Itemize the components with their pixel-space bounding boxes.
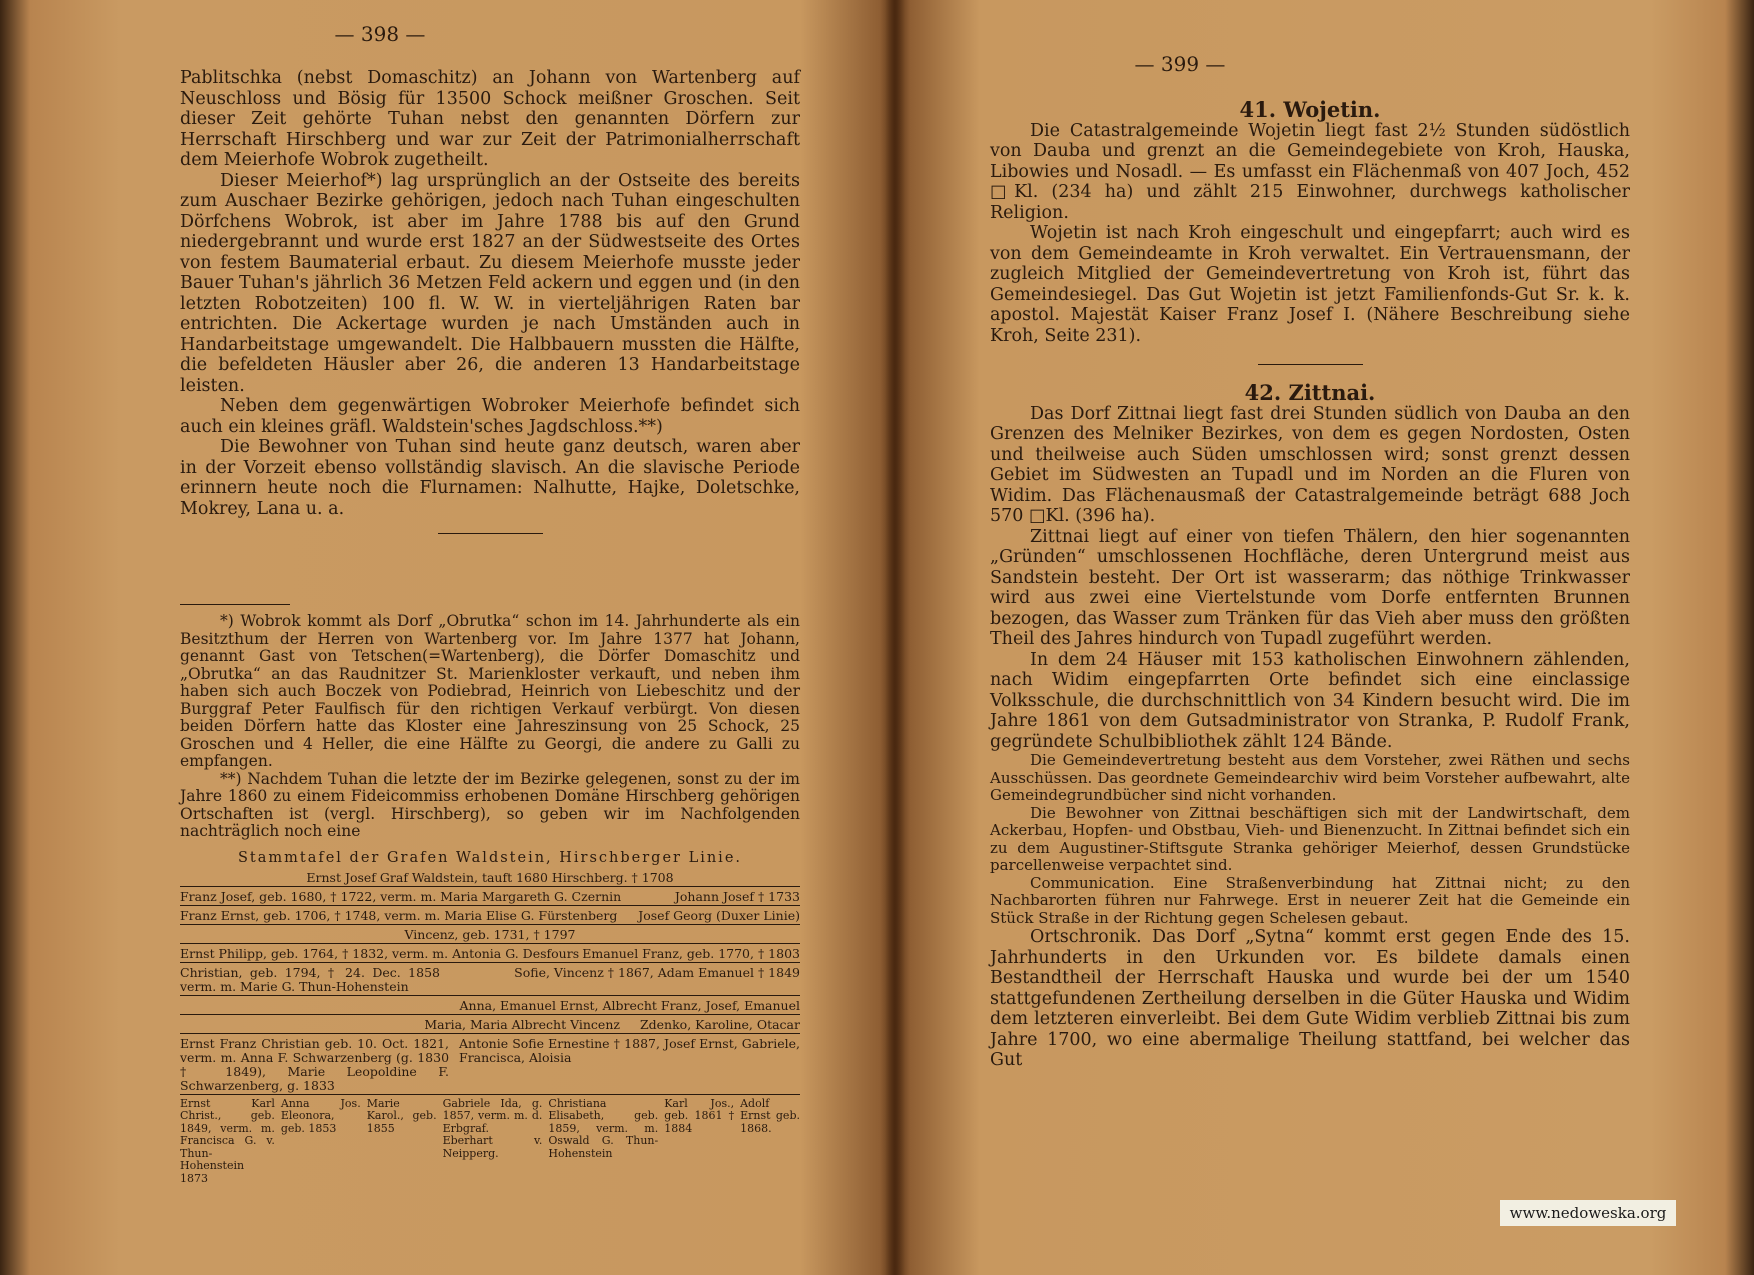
tree-entry: Franz Ernst, geb. 1706, † 1748, verm. m. Maria Elise G. Fürstenberg: [180, 907, 618, 923]
tree-row: [180, 928, 800, 944]
paragraph: Pablitschka (nebst Domaschitz) an Johann von Wartenberg auf Neuschloss und Bösig für 13500 Schock meißner Groschen. Seit dieser Zeit gehörte Tuhan nebst den genannten Dörfern zur Herrschaft Hirschberg und war zur Zeit der Patrimonialherrschaft dem Meierhofe Wobrok zugetheilt.: [180, 68, 800, 170]
paragraph: In dem 24 Häuser mit 153 katholischen Einwohnern zählenden, nach Widim eingepfarrten Orte befindet sich eine einclassige Volksschule, die durchschnittlich von 34 Kindern besucht wird. Die im Jahre 1861 von dem Gutsadministrator von Stranka, P. Rudolf Frank, gegründete Schulbibliothek zählt 124 Bände.: [990, 649, 1630, 752]
tree-entry: Ernst Philipp, geb. 1764, † 1832, verm. m. Antonia G. Desfours: [180, 945, 580, 961]
tree-entry: Christian, geb. 1794, † 24. Dec. 1858 verm. m. Marie G. Thun-Hohenstein: [180, 964, 440, 994]
paragraph: Communication. Eine Straßenverbindung hat Zittnai nicht; zu den Nachbarorten führen nur Fahrwege. Erst in neuerer Zeit hat die Gemeinde ein Stück Straße in der Richtung gegen Schelesen gebaut.: [990, 873, 1630, 927]
tree-entry: Gabriele Ida, g. 1857, verm. m. d. Erbgraf. Eberhart v. Neipperg.: [442, 1096, 543, 1160]
tree-row: [180, 1098, 800, 1187]
paragraph: Das Dorf Zittnai liegt fast drei Stunden südlich von Dauba an den Grenzen des Melniker Bezirkes, von dem es gegen Nordosten, Osten und theilweise auch Süden umschlossen wird; sonst grenzt dessen Gebiet im Südwesten an Tupadl und im Norden an die Fluren von Widim. Das Flächenausmaß der Catastralgemeinde beträgt 688 Joch 570 □Kl. (396 ha).: [990, 403, 1630, 526]
page-number-right: — 399 —: [1134, 52, 1226, 76]
tree-row: [180, 890, 800, 906]
watermark-label: www.nedoweska.org: [1500, 1200, 1676, 1226]
tree-entry: Ernst Franz Christian geb. 10. Oct. 1821, verm. m. Anna F. Schwarzenberg (g. 1830 † 1849), Marie Leopoldine F. Schwarzenberg, g. 1833: [180, 1035, 450, 1093]
tree-row: [180, 1018, 800, 1034]
tree-entry: Anna, Emanuel Ernst, Albrecht Franz, Josef, Emanuel: [459, 997, 800, 1013]
section-heading: 41. Wojetin.: [1239, 97, 1381, 122]
paragraph: Neben dem gegenwärtigen Wobroker Meierhofe befindet sich auch ein kleines gräfl. Waldstein'sches Jagdschloss.**): [180, 396, 800, 437]
paragraph: Ortschronik. Das Dorf „Sytna“ kommt erst gegen Ende des 15. Jahrhunderts in den Urkunden vor. Es bildete damals einen Bestandtheil der Herrschaft Hauska und wurde bei der um 1540 stattgefundenen Zertheilung derselben in die Güter Hauska und Widim dem letzteren einverleibt. Bei dem Gute Widim verblieb Zittnai bis zum Jahre 1700, wo eine abermalige Theilung stattfand, bei welcher das Gut: [990, 927, 1630, 1070]
paragraph: Die Bewohner von Tuhan sind heute ganz deutsch, waren aber in der Vorzeit ebenso vollständig slavisch. An die slavische Periode erinnern heute noch die Flurnamen: Nalhutte, Hajke, Doletschke, Mokrey, Lana u. a.: [180, 437, 800, 519]
tree-row: [180, 871, 800, 887]
left-page: [150, 0, 830, 1275]
tree-row: [180, 947, 800, 963]
tree-title: Stammtafel der Grafen Waldstein, Hirschberger Linie.: [237, 849, 743, 866]
tree-row: [180, 1037, 800, 1095]
section-divider: [438, 533, 543, 534]
right-page: [990, 0, 1630, 1275]
tree-entry: Sofie, Vincenz † 1867, Adam Emanuel † 1849: [514, 964, 800, 980]
tree-row: [180, 966, 800, 996]
paragraph: Die Catastralgemeinde Wojetin liegt fast 2½ Stunden südöstlich von Dauba und grenzt an die Gemeindegebiete von Kroh, Hauska, Libowies und Nosadl. — Es umfasst ein Flächenmaß von 407 Joch, 452 □Kl. (234 ha) und zählt 215 Einwohner, durchwegs katholischer Religion.: [990, 120, 1630, 223]
tree-entry: Emanuel Franz, geb. 1770, † 1803: [582, 945, 800, 961]
tree-entry: Karl Jos., geb. 1861 † 1884: [664, 1096, 735, 1135]
tree-row: [180, 999, 800, 1015]
paragraph: Wojetin ist nach Kroh eingeschult und eingepfarrt; auch wird es von dem Gemeindeamte in Kroh verwaltet. Ein Vertrauensmann, der zugleich Mitglied der Gemeindevertretung von Kroh ist, führt das Gemeindesiegel. Das Gut Wojetin ist jetzt Familienfonds-Gut Sr. k. k. apostol. Majestät Kaiser Franz Josef I. (Nähere Beschreibung siehe Kroh, Seite 231).: [990, 223, 1630, 346]
tree-entry: Josef Georg (Duxer Linie): [638, 907, 800, 923]
paragraph: Dieser Meierhof*) lag ursprünglich an der Ostseite des bereits zum Auschaer Bezirke gehörigen, jedoch nach Tuhan eingeschulten Dörfchens Wobrok, ist aber im Jahre 1788 bis auf den Grund niedergebrannt und wurde erst 1827 an der Südwestseite des Ortes von festem Baumaterial erbaut. Zu diesem Meierhofe musste jeder Bauer Tuhan's jährlich 36 Metzen Feld ackern und eggen und (in den letzten Robotzeiten) 100 fl. W. W. in vierteljährigen Raten bar entrichten. Die Ackertage wurden je nach Umständen auch in Handarbeitstage umgewandelt. Die Halbbauern mussten die Hälfte, die befeldeten Häusler aber 26, die anderen 13 Handarbeitstage leisten.: [180, 170, 800, 396]
tree-entry: Christiana Elisabeth, geb. 1859, verm. m. Oswald G. Thun-Hohenstein: [548, 1096, 659, 1160]
tree-entry: Adolf Ernst geb. 1868.: [740, 1096, 800, 1135]
tree-entry: Johann Josef † 1733: [674, 888, 800, 904]
family-tree: [180, 851, 800, 1187]
footnote: *) Wobrok kommt als Dorf „Obrutka“ schon im 14. Jahrhunderte als ein Besitzthum der Herren von Wartenberg vor. Im Jahre 1377 hat Johann, genannt Gast von Tetschen(=Wartenberg), die Dörfer Domaschitz und „Obrutka“ an das Raudnitzer St. Marienkloster verkauft, und neben ihm haben sich auch Boczek von Podiebrad, Heinrich von Liebeschitz und der Burggraf Peter Faulfisch für den richtigen Verkauf verbürgt. Von diesen beiden Dörfern hatte das Kloster eine Jahreszinsung von 25 Schock, 25 Groschen und 4 Heller, die eine Hälfte zu Georgi, die andere zu Galli zu empfangen.: [180, 612, 800, 770]
tree-entry: Antonie Sofie Ernestine † 1887, Josef Ernst, Gabriele, Francisca, Aloisia: [459, 1035, 800, 1065]
tree-entry: Maria, Maria Albrecht Vincenz: [424, 1016, 620, 1032]
footnote-rule: [180, 604, 290, 605]
section-heading: 42. Zittnai.: [1244, 380, 1376, 405]
tree-entry: Franz Josef, geb. 1680, † 1722, verm. m. Maria Margareth G. Czernin: [180, 888, 622, 904]
tree-entry: Vincenz, geb. 1731, † 1797: [404, 926, 576, 942]
tree-entry: Ernst Karl Christ., geb. 1849, verm. m. Francisca G. v. Thun-Hohenstein 1873: [180, 1096, 275, 1185]
tree-entry: Zdenko, Karoline, Otacar: [639, 1016, 800, 1032]
paragraph: Zittnai liegt auf einer von tiefen Thälern, den hier sogenannten „Gründen“ umschlossenen Hochfläche, deren Untergrund meist aus Sandstein besteht. Der Ort ist wasserarm; das nöthige Trinkwasser wird aus zwei eine Viertelstunde vom Dorfe entfernten Brunnen bezogen, das Wasser zum Tränken für das Vieh aber muss den größten Theil des Jahres hindurch von Tupadl zugeführt werden.: [990, 526, 1630, 649]
tree-entry: Anna Jos. Eleonora, geb. 1853: [280, 1096, 361, 1135]
book-gutter: [880, 0, 910, 1275]
tree-row: [180, 909, 800, 925]
paragraph: Die Bewohner von Zittnai beschäftigen sich mit der Landwirtschaft, dem Ackerbau, Hopfen- und Obstbau, Vieh- und Bienenzucht. In Zittnai befindet sich ein zu dem Augustiner-Stiftsgute Stranka gehöriger Meierhof, dessen Grundstücke parcellenweise verpachtet sind.: [990, 803, 1630, 874]
section-divider: [1258, 364, 1363, 365]
paragraph: Die Gemeindevertretung besteht aus dem Vorsteher, zwei Räthen und sechs Ausschüssen. Das geordnete Gemeindearchiv wird beim Vorsteher aufbewahrt, alte Gemeindegrundbücher sind nicht vorhanden.: [990, 751, 1630, 804]
tree-entry: Marie Karol., geb. 1855: [366, 1096, 437, 1135]
page-number-left: — 398 —: [334, 22, 426, 46]
footnote: **) Nachdem Tuhan die letzte der im Bezirke gelegenen, sonst zu der im Jahre 1860 zu einem Fideicommiss erhobenen Domäne Hirschberg gehörigen Ortschaften ist (vergl. Hirschberg), so geben wir im Nachfolgenden nachträglich noch eine: [180, 769, 800, 840]
tree-entry: Ernst Josef Graf Waldstein, tauft 1680 Hirschberg. † 1708: [306, 869, 674, 885]
